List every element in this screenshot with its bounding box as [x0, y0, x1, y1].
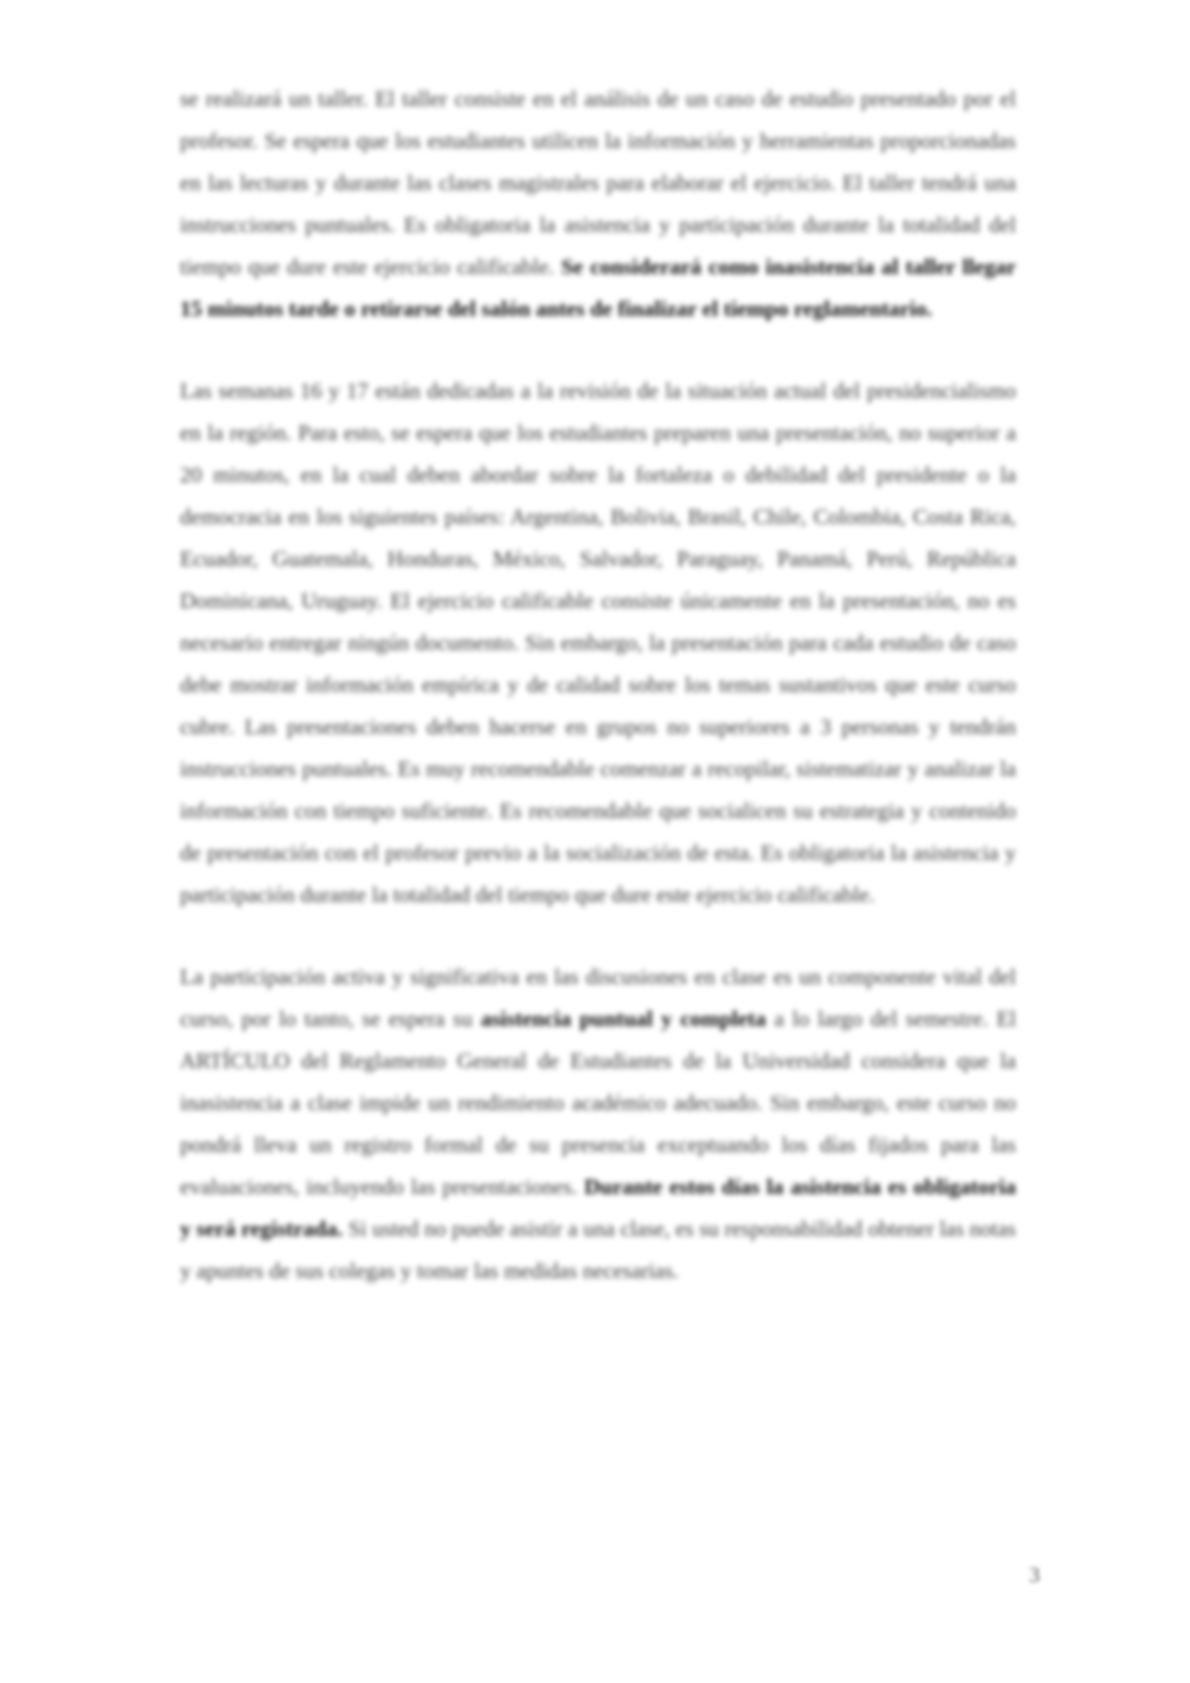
paragraph-bold-text: Se considerará como inasistencia al taller llegar 15 minutos tarde o retirarse del salón antes de finalizar el tiempo reglamentario.	[180, 254, 1016, 321]
paragraph-bold-text: asistencia puntual y completa	[480, 1006, 766, 1031]
document-page	[180, 78, 1016, 1332]
paragraph-text: La participación activa y significativa en las discusiones en clase es un componente vital del curso, por lo tanto, se espera su	[180, 964, 1016, 1031]
paragraph-bold-text: Durante estos días la asistencia es obligatoria y será registrada.	[180, 1174, 1016, 1241]
paragraph-asistencia	[180, 956, 1016, 1292]
paragraph-taller	[180, 78, 1016, 330]
paragraph-text: se realizará un taller. El taller consiste en el análisis de un caso de estudio presentado por el profesor. Se espera que los estudiantes utilicen la información y herramientas proporcionadas en las lecturas y durante las clases magistrales para elaborar el ejercicio. El taller tendrá una instrucciones puntuales. Es obligatoria la asistencia y participación durante la totalidad del tiempo que dure este ejercicio calificable.	[180, 86, 1016, 279]
paragraph-text: Si usted no puede asistir a una clase, es su responsabilidad obtener las notas y apuntes de sus colegas y tomar las medidas necesarias.	[180, 1216, 1016, 1283]
paragraph-presentaciones	[180, 370, 1016, 916]
page-number: 3	[1029, 1562, 1040, 1587]
paragraph-text: a lo largo del semestre. El ARTÍCULO del Reglamento General de Estudiantes de la Universidad considera que la inasistencia a clase impide un rendimiento académico adecuado. Sin embargo, este curso no pondrá lleva un registro formal de su presencia exceptuando los días fijados para las evaluaciones, incluyendo las presentaciones.	[180, 1006, 1016, 1199]
paragraph-text: Las semanas 16 y 17 están dedicadas a la revisión de la situación actual del presidencialismo en la región. Para esto, se espera que los estudiantes preparen una presentación, no superior a 20 minutos, en la cual deben abordar sobre la fortaleza o debilidad del presidente o la democracia en los siguientes países: Argentina, Bolivia, Brasil, Chile, Colombia, Costa Rica, Ecuador, Guatemala, Honduras, México, Salvador, Paraguay, Panamá, Perú, República Dominicana, Uruguay. El ejercicio calificable consiste únicamente en la presentación, no es necesario entregar ningún documento. Sin embargo, la presentación para cada estudio de caso debe mostrar información empírica y de calidad sobre los temas sustantivos que este curso cubre. Las presentaciones deben hacerse en grupos no superiores a 3 personas y tendrán instrucciones puntuales. Es muy recomendable comenzar a recopilar, sistematizar y analizar la información con tiempo suficiente. Es recomendable que socialicen su estrategia y contenido de presentación con el profesor previo a la socialización de esta. Es obligatoria la asistencia y participación durante la totalidad del tiempo que dure este ejercicio calificable.	[180, 378, 1016, 907]
